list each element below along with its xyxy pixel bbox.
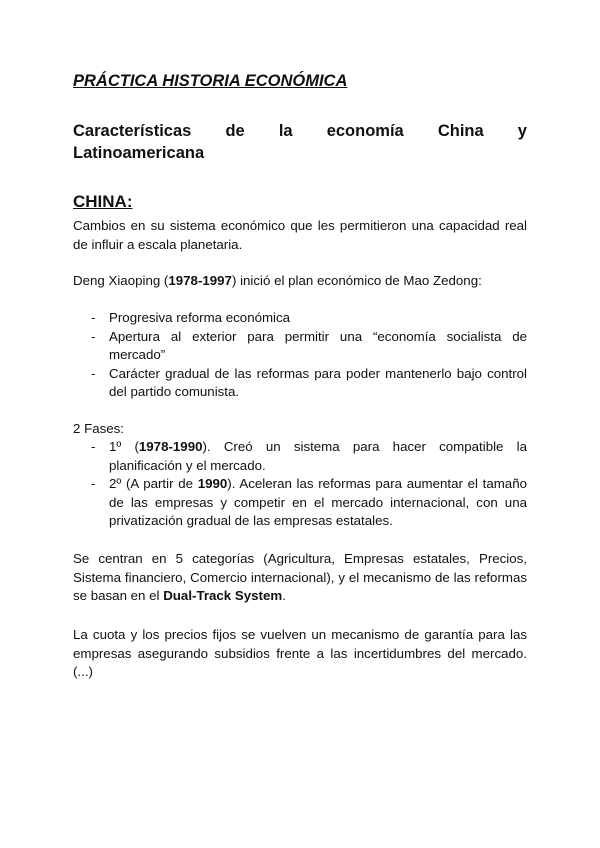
list-item bbox=[73, 438, 527, 475]
document-subtitle-line1: Características de la economía China y bbox=[73, 122, 527, 140]
phase-2-pre: 2º (A partir de bbox=[109, 476, 198, 491]
paragraph-categories-pre: Se centran en 5 categorías (Agricultura, Empresas estatales, Precios, Sistema financiero, Comercio internacional), y el mecanismo de las reformas se basan en el bbox=[73, 551, 527, 603]
list-item bbox=[73, 475, 527, 531]
list-item: - Carácter gradual de las reformas para poder mantenerlo bajo control del partido comunista. bbox=[73, 365, 527, 402]
paragraph-categories-post: . bbox=[282, 588, 286, 603]
phase-1-pre: 1º ( bbox=[109, 439, 139, 454]
paragraph-categories bbox=[73, 550, 527, 606]
paragraph-deng-years: 1978-1997 bbox=[168, 273, 232, 288]
paragraph-deng-pre: Deng Xiaoping ( bbox=[73, 273, 169, 288]
paragraph-deng bbox=[73, 272, 527, 291]
document-subtitle-line2: Latinoamericana bbox=[73, 144, 205, 162]
paragraph-quota: La cuota y los precios fijos se vuelven un mecanismo de garantía para las empresas asegurando subsidios frente a las incertidumbres del mercado. (...) bbox=[73, 627, 527, 679]
section-heading-china: CHINA: bbox=[73, 192, 133, 211]
list-item: - Progresiva reforma económica bbox=[73, 309, 527, 328]
phases-list bbox=[73, 438, 527, 531]
phase-2-year: 1990 bbox=[197, 476, 228, 491]
paragraph-deng-post: ) inició el plan económico de Mao Zedong: bbox=[231, 273, 482, 288]
phase-1-post: ). Creó un sistema para hacer compatible la planificación y el mercado. bbox=[109, 439, 527, 473]
document-title: PRÁCTICA HISTORIA ECONÓMICA bbox=[73, 72, 348, 90]
paragraph-categories-dual-track: Dual-Track System bbox=[163, 588, 283, 603]
phase-1-years: 1978-1990 bbox=[138, 439, 203, 454]
reform-list bbox=[73, 309, 527, 402]
list-item: - Apertura al exterior para permitir una “economía socialista de mercado” bbox=[73, 328, 527, 365]
paragraph-intro: Cambios en su sistema económico que les permitieron una capacidad real de influir a escala planetaria. bbox=[73, 218, 527, 252]
phase-2-post: ). Aceleran las reformas para aumentar el tamaño de las empresas y competir en el mercado internacional, con una privatización gradual de las empresas estatales. bbox=[109, 476, 527, 528]
phases-label: 2 Fases: bbox=[73, 421, 124, 436]
